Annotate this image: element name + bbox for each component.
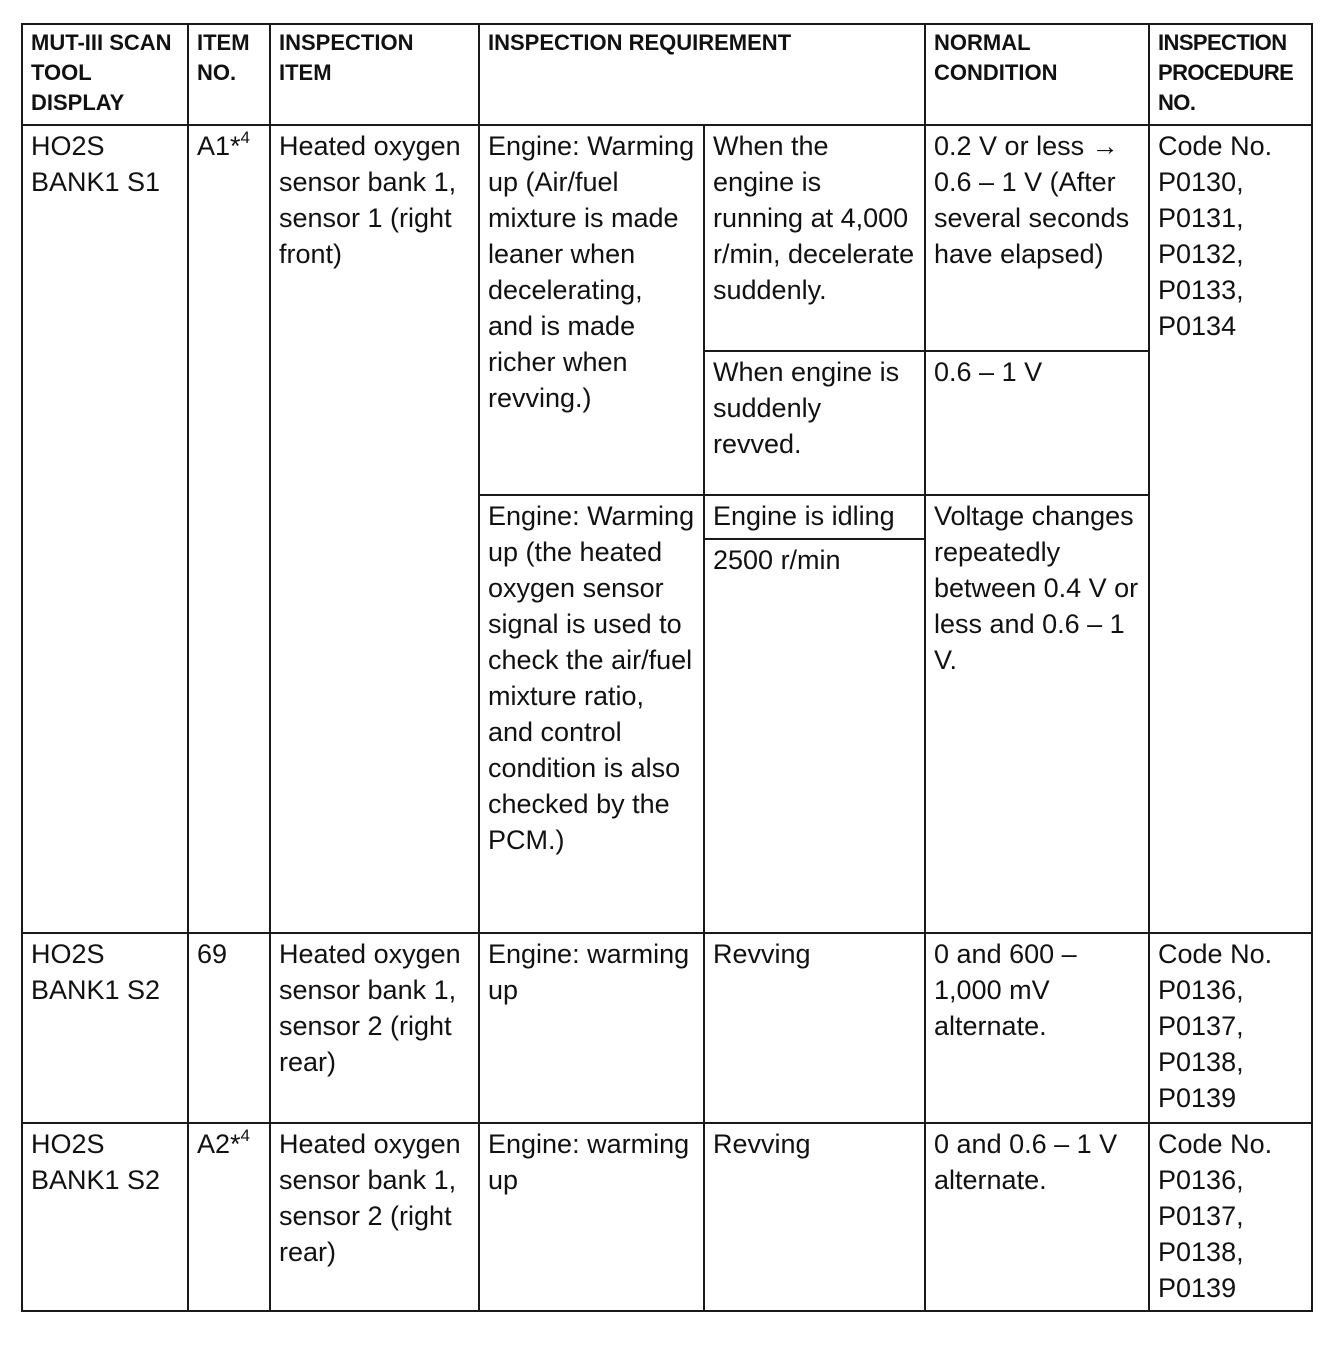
header-row [22,24,1312,125]
procedure-cell: Code No. P0136, P0137, P0138, P0139 [1149,1123,1312,1311]
procedure-cell: Code No. P0130, P0131, P0132, P0133, P0134 [1149,125,1312,933]
item-no-cell: 69 [188,933,270,1123]
inspection-item-cell: Heated oxygen sensor bank 1, sensor 2 (right rear) [270,933,479,1123]
inspection-item-cell: Heated oxygen sensor bank 1, sensor 1 (right front) [270,125,479,933]
normal-condition-cell: 0 and 0.6 – 1 V alternate. [925,1123,1149,1311]
requirement-state-cell: 2500 r/min [704,539,925,933]
procedure-cell: Code No. P0136, P0137, P0138, P0139 [1149,933,1312,1123]
inspection-table [21,23,1313,1312]
requirement-state-cell: When engine is suddenly revved. [704,351,925,495]
header-normal-condition: NORMAL CONDITION [925,24,1149,125]
display-cell: HO2S BANK1 S2 [22,933,188,1123]
normal-condition-cell: 0.6 – 1 V [925,351,1149,495]
item-no-value: A2 [197,1129,231,1159]
requirement-state-cell: Revving [704,1123,925,1311]
display-cell: HO2S BANK1 S2 [22,1123,188,1311]
item-no-mark: * [230,131,241,161]
item-no-footnote: 4 [240,1126,251,1145]
item-no-mark: * [230,1129,241,1159]
normal-condition-cell: 0 and 600 – 1,000 mV alternate. [925,933,1149,1123]
table-row [22,933,1312,1123]
requirement-state-cell: When the engine is running at 4,000 r/min, decelerate suddenly. [704,125,925,351]
header-scan-tool-display: MUT-III SCAN TOOL DISPLAY [22,24,188,125]
item-no-cell [188,1123,270,1311]
normal-condition-cell: Voltage changes repeatedly between 0.4 V or less and 0.6 – 1 V. [925,495,1149,933]
normal-condition-cell: 0.2 V or less → 0.6 – 1 V (After several seconds have elapsed) [925,125,1149,351]
header-item-no: ITEM NO. [188,24,270,125]
item-no-footnote: 4 [240,128,251,147]
requirement-state-cell: Engine is idling [704,495,925,539]
requirement-condition-cell: Engine: Warming up (Air/fuel mixture is made leaner when decelerating, and is made richer when revving.) [479,125,704,495]
item-no-cell [188,125,270,933]
display-cell: HO2S BANK1 S1 [22,125,188,933]
requirement-condition-cell: Engine: warming up [479,933,704,1123]
inspection-item-cell: Heated oxygen sensor bank 1, sensor 2 (right rear) [270,1123,479,1311]
header-inspection-requirement: INSPECTION REQUIREMENT [479,24,925,125]
header-inspection-item: INSPECTION ITEM [270,24,479,125]
item-no-value: A1 [197,131,231,161]
requirement-condition-cell: Engine: warming up [479,1123,704,1311]
header-inspection-procedure-no: INSPECTION PROCEDURE NO. [1149,24,1312,125]
table-row [22,1123,1312,1311]
table-row [22,125,1312,351]
requirement-state-cell: Revving [704,933,925,1123]
requirement-condition-cell: Engine: Warming up (the heated oxygen sensor signal is used to check the air/fuel mixture ratio, and control condition is also checked by the PCM.) [479,495,704,933]
